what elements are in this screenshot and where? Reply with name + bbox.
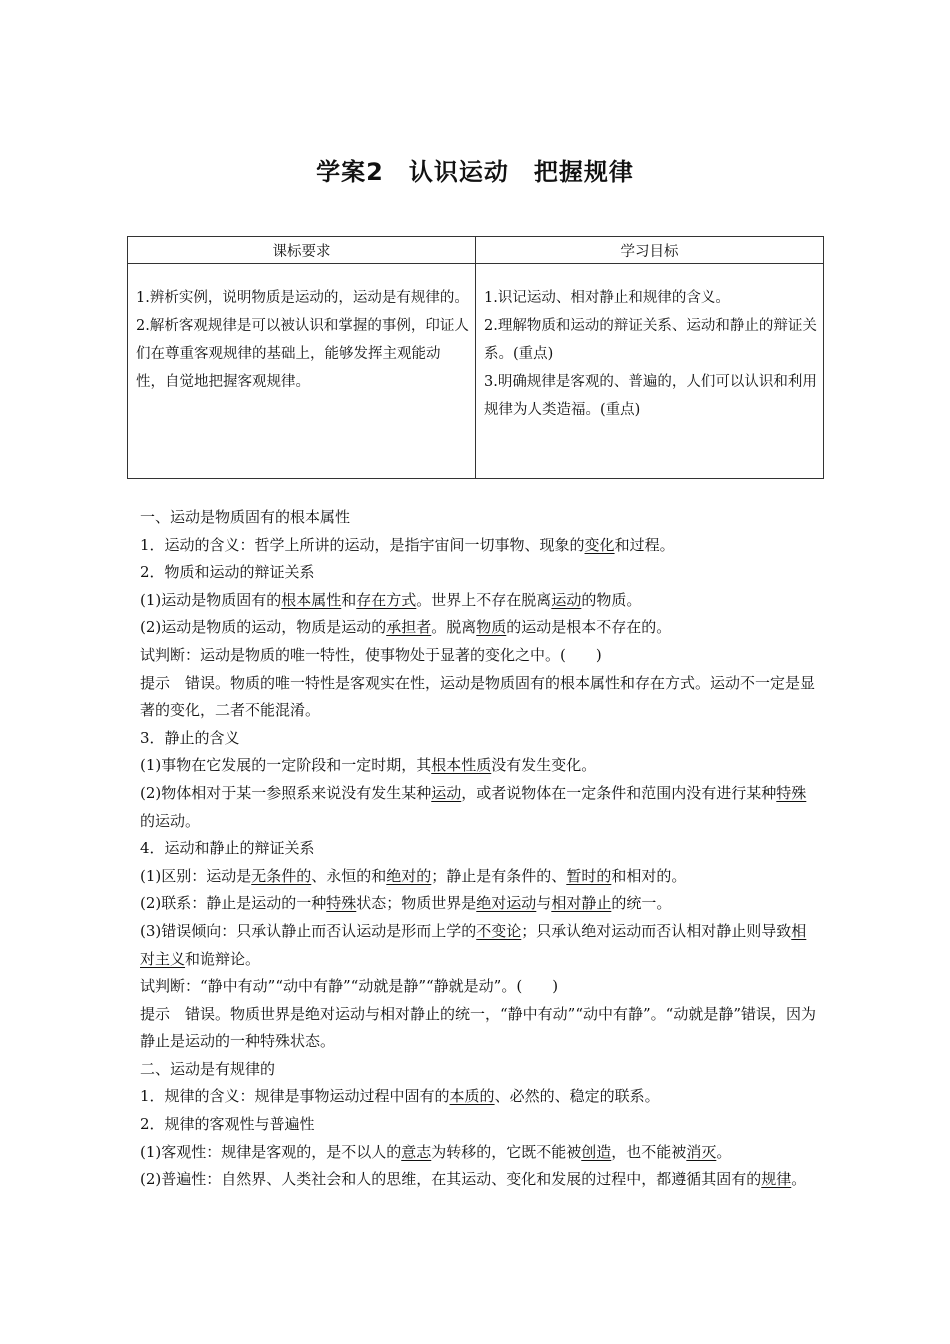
answer-blank: 不变论 [476, 921, 522, 940]
answer-blank: 本质的 [449, 1087, 495, 1106]
paragraph-text: 1．规律的含义：规律是事物运动过程中固有的 [140, 1087, 450, 1106]
paragraph [140, 670, 820, 725]
answer-blank: 物质 [476, 618, 507, 637]
paragraph [140, 1001, 820, 1056]
paragraph-text: 。世界上不存在脱离 [416, 590, 552, 609]
answer-blank: 绝对运动 [476, 894, 537, 913]
paragraph-text: 的运动。 [140, 811, 201, 830]
answer-blank: 意志 [401, 1142, 432, 1161]
paragraph [140, 863, 820, 891]
paragraph [140, 559, 820, 587]
paragraph [140, 504, 820, 532]
answer-blank: 创造 [581, 1142, 612, 1161]
paragraph-text: 和过程。 [614, 535, 675, 554]
answer-blank: 暂时的 [566, 866, 612, 885]
standard-item: 2.解析客观规律是可以被认识和掌握的事例，印证人们在尊重客观规律的基础上，能够发挥主观能动性，自觉地把握客观规律。 [136, 318, 469, 390]
paragraph-text: 提示 错误。物质的唯一特性是客观实在性，运动是物质固有的根本属性和存在方式。运动不一定是显著的变化，二者不能混淆。 [140, 673, 816, 720]
paragraph-text: (1)运动是物质固有的 [140, 590, 282, 609]
paragraph [140, 614, 820, 642]
paragraph-text: (3)错误倾向：只承认静止而否认运动是形而上学的 [140, 921, 477, 940]
answer-blank: 承担者 [386, 618, 432, 637]
answer-blank: 根本属性 [281, 590, 342, 609]
paragraph-text: 一、运动是物质固有的根本属性 [140, 508, 351, 526]
paragraph-text: (2)物体相对于某一参照系来说没有发生某种 [140, 783, 432, 802]
paragraph [140, 918, 820, 973]
lesson-body [140, 504, 820, 1194]
standards-cell [128, 264, 476, 479]
paragraph-text: 与 [536, 894, 552, 913]
paragraph-text: ；只承认绝对运动而否认相对静止则导致 [521, 921, 792, 940]
paragraph-text: 和诡辩论。 [185, 949, 261, 968]
objective-item: 1.识记运动、相对静止和规律的含义。 [484, 290, 730, 306]
paragraph-text: (2)联系：静止是运动的一种 [140, 894, 327, 913]
paragraph-text: 和 [341, 590, 357, 609]
paragraph-text: 和相对的。 [611, 866, 687, 885]
table-header-objectives: 学习目标 [476, 237, 824, 264]
paragraph [140, 1056, 820, 1084]
answer-blank: 特殊 [776, 783, 807, 802]
paragraph-text: 二、运动是有规律的 [140, 1059, 276, 1078]
paragraph-text: (2)普遍性：自然界、人类社会和人的思维，在其运动、变化和发展的过程中，都遵循其固有的 [140, 1170, 762, 1189]
paragraph [140, 1083, 820, 1111]
paragraph [140, 890, 820, 918]
answer-blank: 运动 [431, 783, 462, 802]
paragraph-text: 。 [791, 1170, 807, 1189]
answer-blank: 无条件的 [251, 866, 312, 885]
objective-item: 2.理解物质和运动的辩证关系、运动和静止的辩证关系。(重点) [484, 318, 817, 362]
paragraph [140, 835, 820, 863]
answer-blank: 相对主义 [140, 921, 807, 968]
objectives-cell [476, 264, 824, 479]
answer-blank: 存在方式 [356, 590, 417, 609]
paragraph [140, 725, 820, 753]
paragraph-text: ；静止是有条件的、 [431, 866, 567, 885]
paragraph [140, 587, 820, 615]
paragraph-text: 试判断：“静中有动”“动中有静”“动就是静”“静就是动”。( ) [140, 977, 559, 996]
paragraph-text: ，也不能被 [611, 1142, 687, 1161]
paragraph [140, 1111, 820, 1139]
paragraph-text: (1)区别：运动是 [140, 866, 252, 885]
objective-item: 3.明确规律是客观的、普遍的，人们可以认识和利用规律为人类造福。(重点) [484, 374, 817, 418]
paragraph-text: 的物质。 [581, 590, 642, 609]
paragraph [140, 780, 820, 835]
paragraph [140, 1166, 820, 1194]
paragraph [140, 752, 820, 780]
answer-blank: 根本性质 [431, 756, 492, 775]
answer-blank: 特殊 [326, 894, 357, 913]
paragraph [140, 642, 820, 670]
paragraph-text: 3．静止的含义 [140, 728, 240, 747]
answer-blank: 变化 [584, 535, 615, 554]
paragraph-text: (1)事物在它发展的一定阶段和一定时期，其 [140, 756, 432, 775]
paragraph-text: 试判断：运动是物质的唯一特性，使事物处于显著的变化之中。( ) [140, 645, 602, 664]
answer-blank: 消灭 [686, 1142, 717, 1161]
paragraph-text: (1)客观性：规律是客观的，是不以人的 [140, 1142, 402, 1161]
answer-blank: 相对静止 [551, 894, 612, 913]
requirements-table [127, 236, 824, 479]
paragraph-text: 提示 错误。物质世界是绝对运动与相对静止的统一，“静中有动”“动中有静”。“动就是静”错误，因为静止是运动的一种特殊状态。 [140, 1004, 817, 1051]
paragraph-text: 状态；物质世界是 [356, 894, 477, 913]
paragraph [140, 1139, 820, 1167]
paragraph-text: 4．运动和静止的辩证关系 [140, 839, 315, 858]
answer-blank: 规律 [761, 1170, 792, 1189]
paragraph-text: 为转移的，它既不能被 [431, 1142, 582, 1161]
table-header-standards: 课标要求 [128, 237, 476, 264]
standard-item: 1.辨析实例，说明物质是运动的，运动是有规律的。 [136, 290, 469, 306]
paragraph-text: 的统一。 [611, 894, 672, 913]
answer-blank: 绝对的 [386, 866, 432, 885]
paragraph-text: 、永恒的和 [311, 866, 387, 885]
page-title: 学案2 认识运动 把握规律 [316, 158, 634, 186]
paragraph [140, 973, 820, 1001]
answer-blank: 运动 [551, 590, 582, 609]
paragraph-text: 。脱离 [431, 618, 477, 637]
paragraph-text: 。 [716, 1142, 732, 1161]
paragraph-text: 2．规律的客观性与普遍性 [140, 1115, 315, 1134]
paragraph-text: 的运动是根本不存在的。 [506, 618, 672, 637]
paragraph-text: (2)运动是物质的运动，物质是运动的 [140, 618, 387, 637]
paragraph [140, 532, 820, 560]
paragraph-text: 1．运动的含义：哲学上所讲的运动，是指宇宙间一切事物、现象的 [140, 535, 585, 554]
paragraph-text: 没有发生变化。 [491, 756, 597, 775]
paragraph-text: 、必然的、稳定的联系。 [494, 1087, 660, 1106]
paragraph-text: ，或者说物体在一定条件和范围内没有进行某种 [461, 783, 777, 802]
paragraph-text: 2．物质和运动的辩证关系 [140, 563, 315, 582]
